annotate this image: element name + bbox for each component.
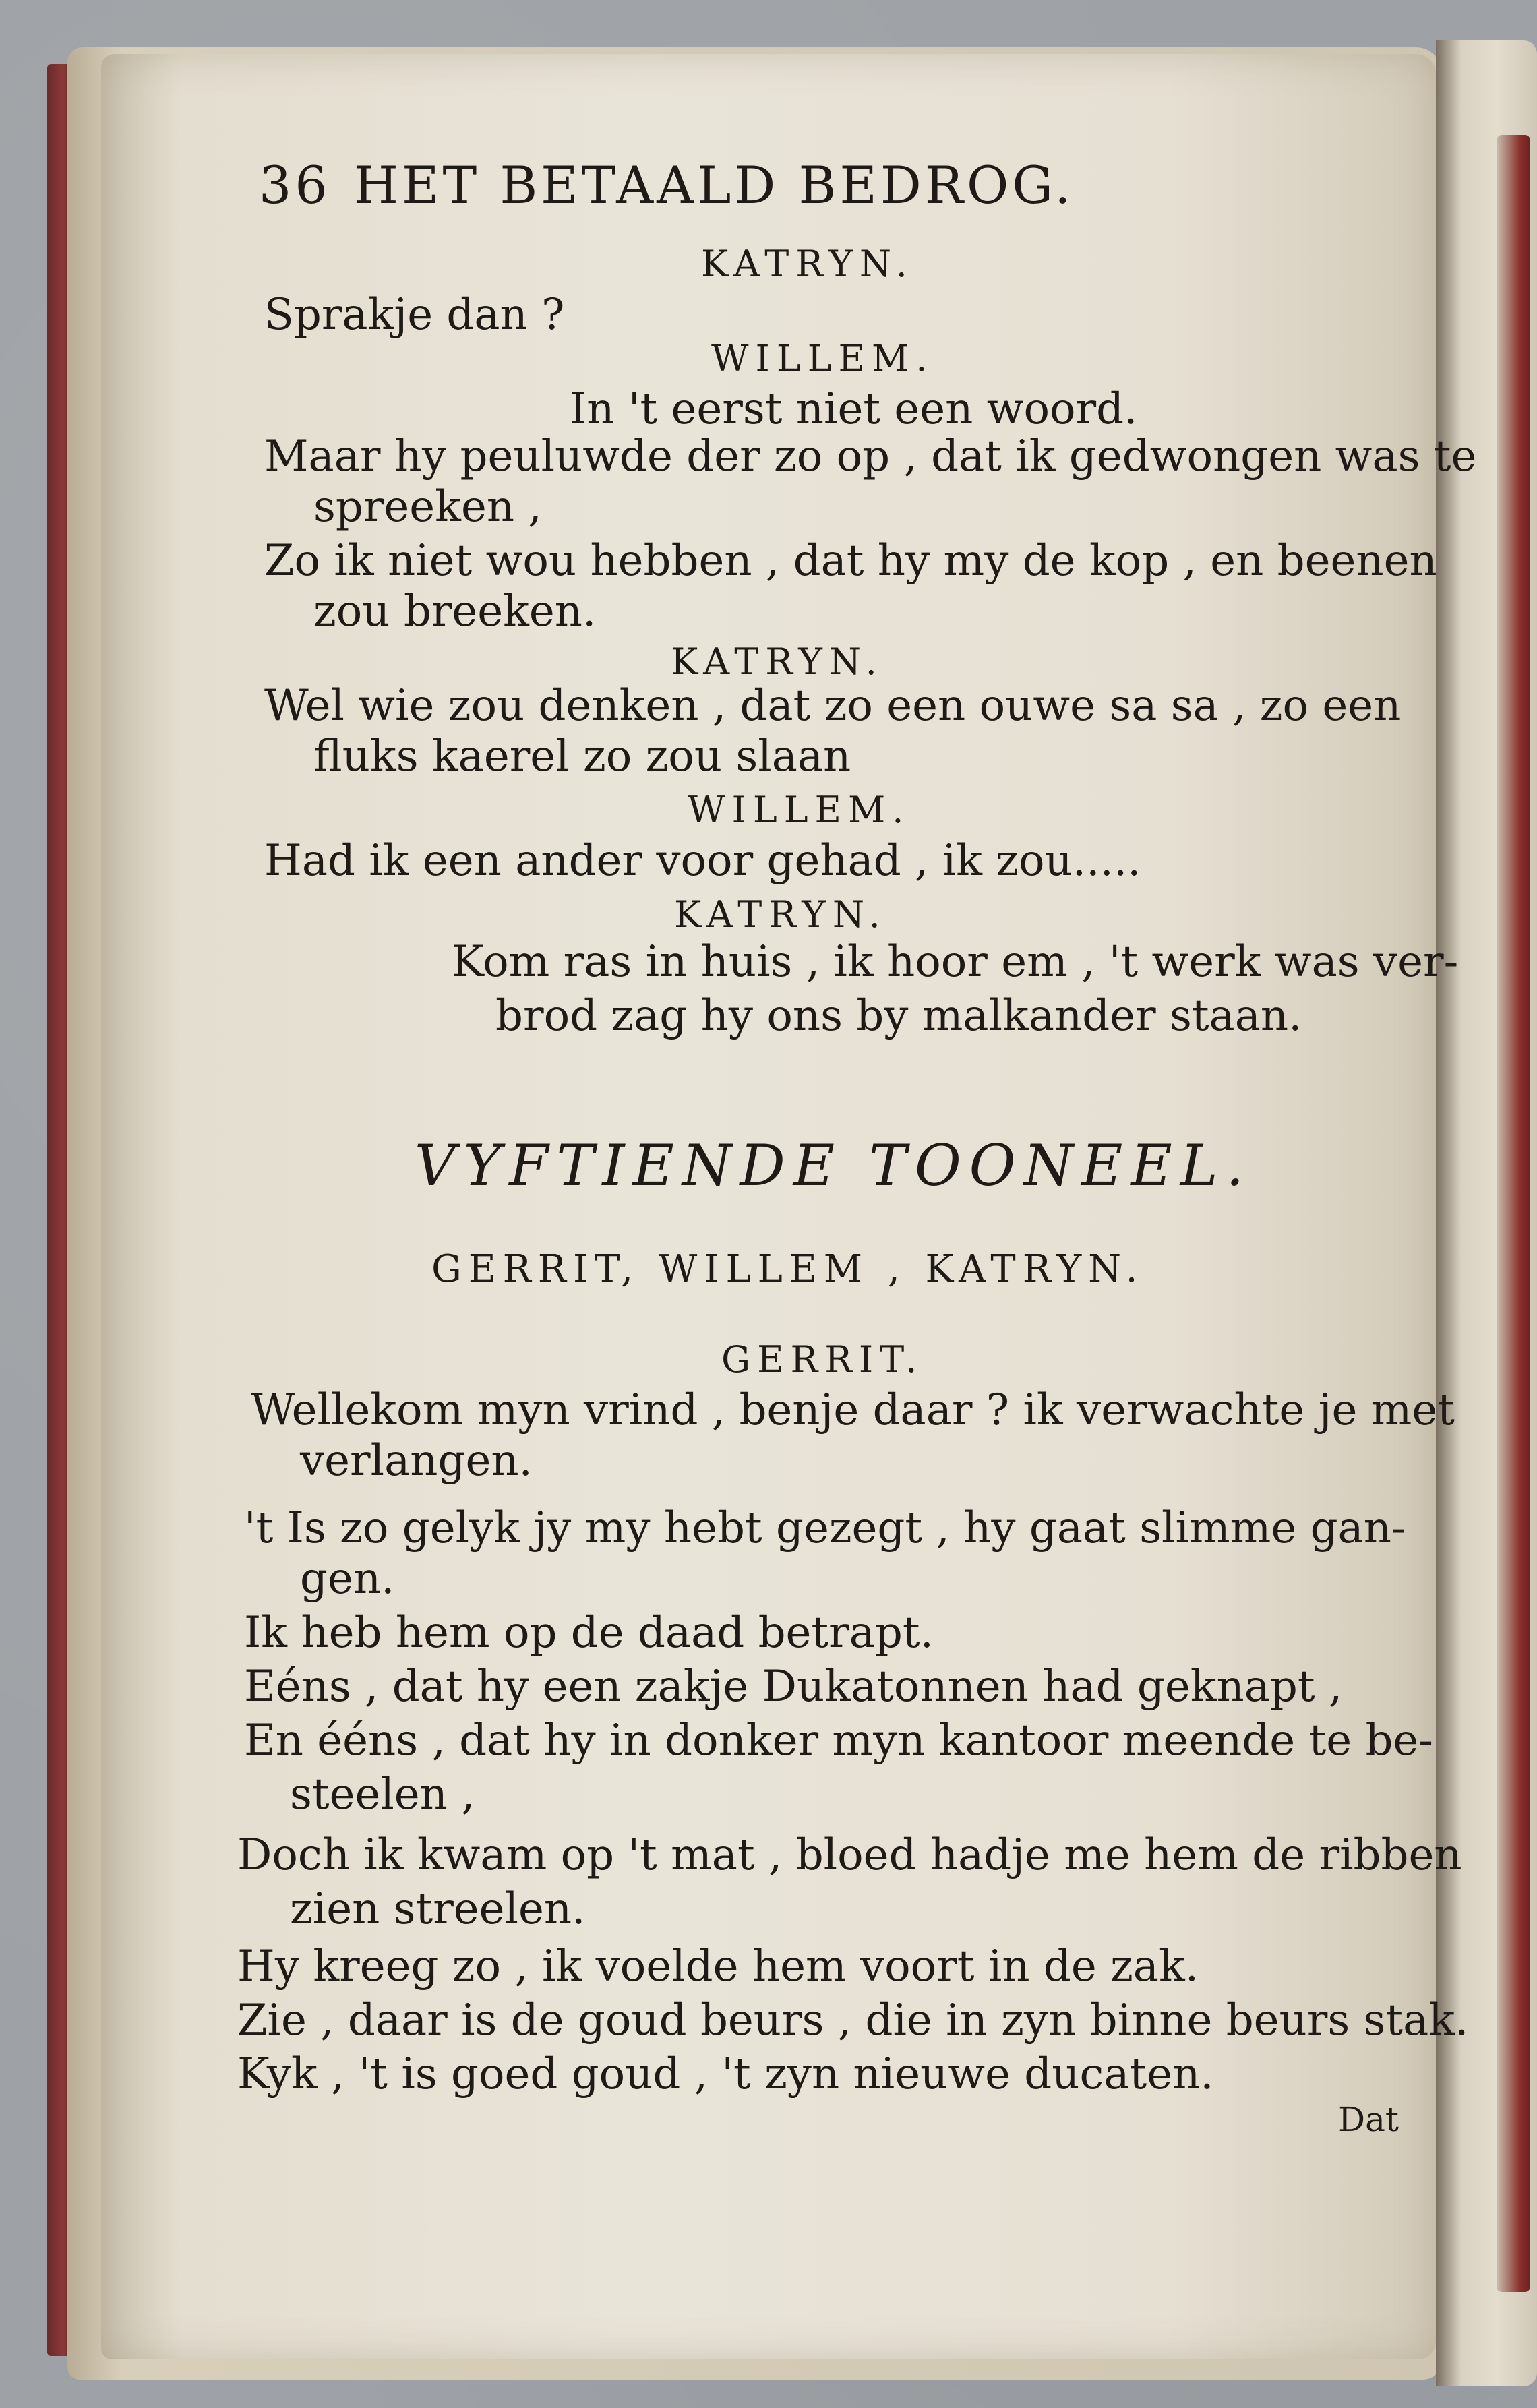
- back-cover-edge: [1497, 135, 1530, 2292]
- text-line: brod zag hy ons by malkander staan.: [495, 991, 1302, 1041]
- page-number: 36: [259, 155, 331, 215]
- text-line: spreeken ,: [313, 482, 542, 532]
- text-line: Wellekom myn vrind , benje daar ? ik verwachte je met: [251, 1385, 1455, 1435]
- text-line: En ééns , dat hy in donker myn kantoor meende te be-: [244, 1716, 1433, 1766]
- text-line: Maar hy peuluwde der zo op , dat ik gedwongen was te: [264, 431, 1477, 481]
- text-line: Had ik een ander voor gehad , ik zou.....: [264, 836, 1141, 886]
- text-line: Eéns , dat hy een zakje Dukatonnen had geknapt ,: [244, 1662, 1343, 1712]
- text-line: Doch ik kwam op 't mat , bloed hadje me hem de ribben: [237, 1830, 1462, 1880]
- text-line: Sprakje dan ?: [264, 290, 565, 340]
- text-line: Ik heb hem op de daad betrapt.: [244, 1608, 934, 1658]
- running-header: [259, 155, 1074, 215]
- speaker-katryn: KATRYN.: [701, 243, 914, 285]
- text-line: Zie , daar is de goud beurs , die in zyn binne beurs stak.: [237, 1995, 1469, 2045]
- text-line: Kyk , 't is goed goud , 't zyn nieuwe ducaten.: [237, 2049, 1214, 2099]
- text-line: verlangen.: [300, 1436, 533, 1486]
- speaker-willem: WILLEM.: [711, 337, 934, 380]
- speaker-katryn: KATRYN.: [674, 893, 887, 936]
- catchword: Dat: [1338, 2100, 1399, 2139]
- text-line: Kom ras in huis , ik hoor em , 't werk was ver-: [452, 937, 1459, 987]
- text-line: fluks kaerel zo zou slaan: [313, 731, 851, 781]
- text-line: In 't eerst niet een woord.: [570, 384, 1138, 434]
- speaker-willem: WILLEM.: [688, 789, 911, 831]
- text-line: steelen ,: [290, 1770, 475, 1819]
- cast-list: GERRIT, WILLEM , KATRYN.: [431, 1247, 1145, 1291]
- text-line: Wel wie zou denken , dat zo een ouwe sa sa , zo een: [264, 681, 1402, 731]
- scene-heading: VYFTIENDE TOONEEL.: [415, 1133, 1253, 1199]
- running-title: HET BETAALD BEDROG.: [353, 155, 1075, 215]
- text-line: zou breeken.: [313, 586, 597, 636]
- text-line: 't Is zo gelyk jy my hebt gezegt , hy gaat slimme gan-: [244, 1503, 1406, 1553]
- text-line: gen.: [300, 1554, 395, 1604]
- text-line: Hy kreeg zo , ik voelde hem voort in de zak.: [237, 1942, 1199, 1991]
- text-line: Zo ik niet wou hebben , dat hy my de kop , en beenen: [264, 536, 1437, 586]
- speaker-katryn: KATRYN.: [671, 640, 884, 683]
- speaker-gerrit: GERRIT.: [721, 1338, 924, 1381]
- text-line: zien streelen.: [290, 1884, 586, 1934]
